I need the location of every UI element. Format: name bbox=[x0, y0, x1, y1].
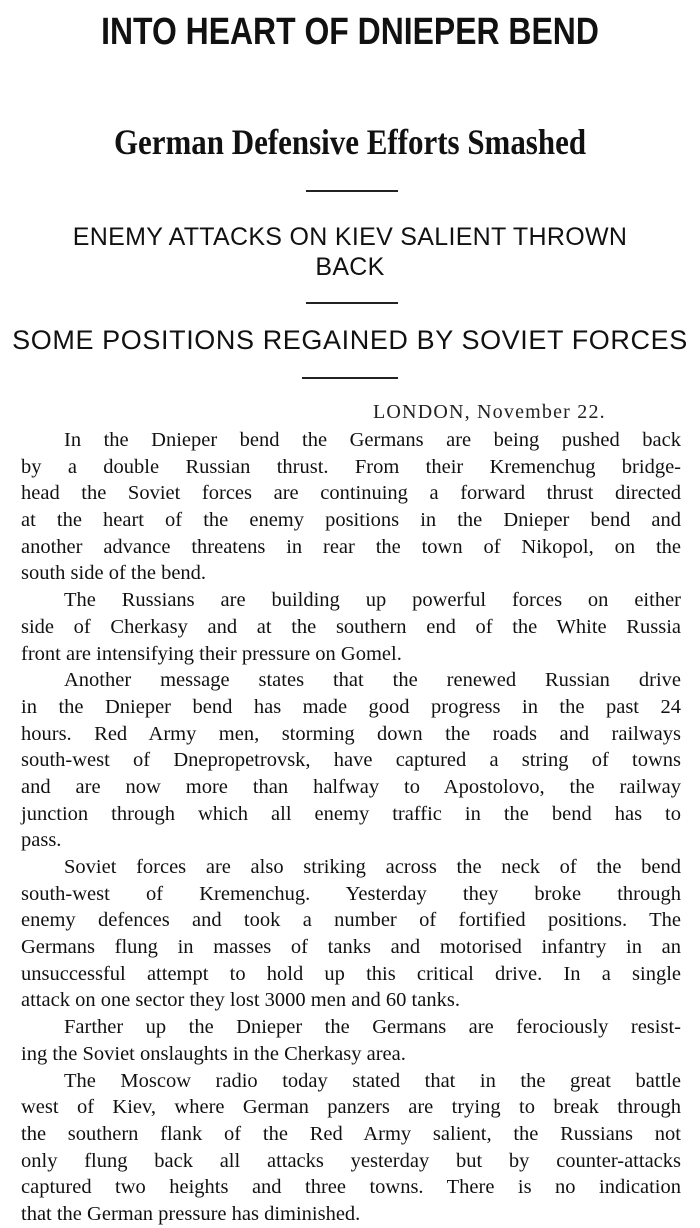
paragraph-line: The Moscow radio today stated that in the great battle bbox=[64, 1069, 681, 1092]
paragraph-line: by a double Russian thrust. From their Kremenchug bridge- bbox=[21, 455, 681, 478]
paragraph-line: another advance threatens in rear the town of Nikopol, on the bbox=[21, 535, 681, 558]
paragraph-line: south-west of Dnepropetrovsk, have captured a string of towns bbox=[21, 749, 681, 772]
paragraph-line: the southern flank of the Red Army salient, the Russians not bbox=[21, 1122, 681, 1145]
paragraph-line: attack on one sector they lost 3000 men and 60 tanks. bbox=[21, 989, 460, 1012]
paragraph-line: junction through which all enemy traffic in the bend has to bbox=[21, 802, 681, 825]
article-paragraph bbox=[21, 427, 681, 587]
paragraph-line: only flung back all attacks yesterday but by counter-attacks bbox=[21, 1149, 681, 1172]
dateline: LONDON, November 22. bbox=[373, 401, 606, 423]
headline-divider bbox=[306, 302, 398, 304]
paragraph-line: pass. bbox=[21, 829, 62, 852]
article-paragraph bbox=[21, 1014, 681, 1067]
headline-divider bbox=[302, 377, 398, 379]
deck-headline-line: ENEMY ATTACKS ON KIEV SALIENT THROWN bbox=[72, 223, 628, 251]
paragraph-line: unsuccessful attempt to hold up this critical drive. In a single bbox=[21, 962, 681, 985]
deck-headline bbox=[0, 222, 700, 282]
paragraph-line: and are now more than halfway to Apostolovo, the railway bbox=[21, 775, 681, 798]
kicker-headline: SOME POSITIONS REGAINED BY SOVIET FORCES bbox=[12, 325, 688, 355]
paragraph-line: enemy defences and took a number of fortified positions. The bbox=[21, 909, 681, 932]
headline-divider bbox=[306, 190, 398, 192]
paragraph-line: Germans flung in masses of tanks and motorised infantry in an bbox=[21, 936, 681, 959]
paragraph-line: hours. Red Army men, storming down the roads and railways bbox=[21, 722, 681, 745]
deck-headline-line: BACK bbox=[315, 253, 385, 281]
paragraph-line: at the heart of the enemy positions in the Dnieper bend and bbox=[21, 509, 681, 532]
paragraph-line: Soviet forces are also striking across the neck of the bend bbox=[64, 856, 681, 878]
paragraph-line: south side of the bend. bbox=[21, 562, 207, 585]
main-headline: INTO HEART OF DNIEPER BEND bbox=[101, 11, 599, 53]
article-paragraph bbox=[21, 667, 681, 854]
paragraph-line: south-west of Kremenchug. Yesterday they broke through bbox=[21, 882, 681, 905]
paragraph-line: In the Dnieper bend the Germans are being pushed back bbox=[64, 429, 681, 451]
paragraph-line: ing the Soviet onslaughts in the Cherkasy area. bbox=[21, 1042, 406, 1065]
sub-headline: German Defensive Efforts Smashed bbox=[113, 122, 587, 162]
paragraph-line: front are intensifying their pressure on Gomel. bbox=[21, 642, 402, 665]
article-paragraph bbox=[21, 854, 681, 1014]
article-paragraph bbox=[21, 587, 681, 667]
paragraph-line: west of Kiev, where German panzers are trying to break through bbox=[21, 1096, 681, 1119]
paragraph-line: captured two heights and three towns. There is no indication bbox=[21, 1176, 681, 1199]
paragraph-line: side of Cherkasy and at the southern end of the White Russia bbox=[21, 615, 681, 638]
paragraph-line: Another message states that the renewed Russian drive bbox=[64, 669, 681, 692]
paragraph-line: The Russians are building up powerful forces on either bbox=[64, 589, 681, 612]
paragraph-line: head the Soviet forces are continuing a forward thrust directed bbox=[21, 482, 681, 505]
article-body bbox=[21, 427, 681, 1228]
paragraph-line: in the Dnieper bend has made good progress in the past 24 bbox=[21, 695, 681, 718]
article-paragraph bbox=[21, 1068, 681, 1228]
paragraph-line: Farther up the Dnieper the Germans are ferociously resist- bbox=[64, 1016, 681, 1039]
paragraph-line: that the German pressure has diminished. bbox=[21, 1202, 361, 1225]
